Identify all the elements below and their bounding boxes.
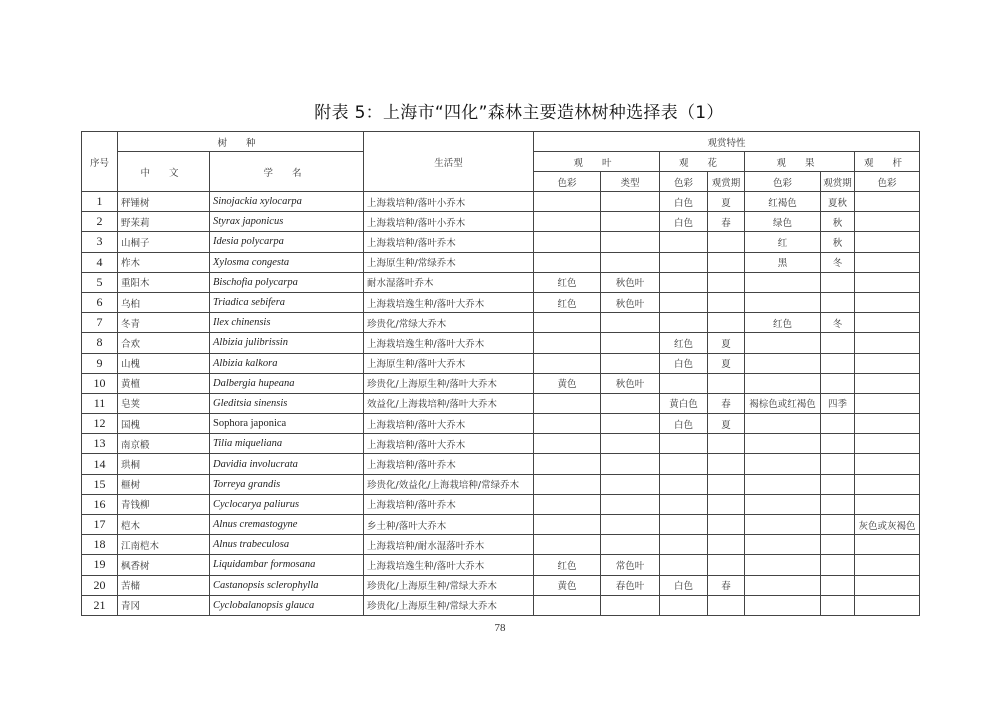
cell-row-number: 15 — [82, 474, 118, 494]
cell-life-form: 乡土种/落叶大乔木 — [364, 515, 534, 535]
cell-chinese-name: 野茉莉 — [118, 212, 210, 232]
table-row — [82, 192, 920, 212]
cell-scientific-name: Alnus trabeculosa — [210, 535, 364, 555]
cell-flower-period — [708, 232, 745, 252]
header-flower-color: 色彩 — [660, 172, 708, 192]
table-row — [82, 333, 920, 353]
cell-stem-color — [855, 434, 920, 454]
cell-leaf-color — [534, 393, 601, 413]
cell-chinese-name: 桤木 — [118, 515, 210, 535]
cell-fruit-period — [821, 515, 855, 535]
table-row — [82, 575, 920, 595]
cell-leaf-color — [534, 515, 601, 535]
cell-stem-color — [855, 333, 920, 353]
cell-row-number: 10 — [82, 373, 118, 393]
cell-flower-period — [708, 494, 745, 514]
cell-life-form: 珍贵化/上海原生种/落叶大乔木 — [364, 373, 534, 393]
table-row — [82, 535, 920, 555]
cell-leaf-color — [534, 353, 601, 373]
cell-scientific-name: Davidia involucrata — [210, 454, 364, 474]
cell-row-number: 7 — [82, 313, 118, 333]
cell-leaf-type — [601, 313, 660, 333]
cell-flower-period: 夏 — [708, 333, 745, 353]
cell-row-number: 6 — [82, 292, 118, 312]
table-row — [82, 595, 920, 615]
cell-leaf-type: 常色叶 — [601, 555, 660, 575]
cell-fruit-period — [821, 434, 855, 454]
cell-flower-color — [660, 232, 708, 252]
cell-row-number: 3 — [82, 232, 118, 252]
cell-flower-color — [660, 454, 708, 474]
cell-stem-color — [855, 373, 920, 393]
cell-flower-period — [708, 454, 745, 474]
cell-stem-color — [855, 414, 920, 434]
cell-flower-color: 白色 — [660, 212, 708, 232]
cell-leaf-color — [534, 252, 601, 272]
cell-fruit-color — [745, 575, 821, 595]
cell-scientific-name: Sinojackia xylocarpa — [210, 192, 364, 212]
cell-flower-color: 黄白色 — [660, 393, 708, 413]
cell-stem-color — [855, 353, 920, 373]
cell-fruit-color — [745, 454, 821, 474]
cell-scientific-name: Bischofia polycarpa — [210, 272, 364, 292]
cell-fruit-color: 红褐色 — [745, 192, 821, 212]
cell-chinese-name: 榧树 — [118, 474, 210, 494]
cell-fruit-color — [745, 414, 821, 434]
cell-row-number: 5 — [82, 272, 118, 292]
table-row — [82, 313, 920, 333]
table-row — [82, 393, 920, 413]
cell-leaf-color — [534, 232, 601, 252]
cell-row-number: 13 — [82, 434, 118, 454]
header-stem-color: 色彩 — [855, 172, 920, 192]
cell-chinese-name: 南京椴 — [118, 434, 210, 454]
cell-flower-color: 白色 — [660, 414, 708, 434]
cell-fruit-period: 四季 — [821, 393, 855, 413]
cell-leaf-type — [601, 252, 660, 272]
cell-leaf-color — [534, 494, 601, 514]
cell-fruit-color — [745, 535, 821, 555]
cell-fruit-color — [745, 595, 821, 615]
cell-leaf-color — [534, 212, 601, 232]
cell-leaf-type: 秋色叶 — [601, 292, 660, 312]
cell-flower-color: 白色 — [660, 575, 708, 595]
cell-fruit-color — [745, 434, 821, 454]
cell-fruit-period — [821, 555, 855, 575]
cell-flower-period — [708, 555, 745, 575]
cell-flower-color — [660, 434, 708, 454]
table-row — [82, 373, 920, 393]
cell-leaf-color — [534, 535, 601, 555]
cell-fruit-color: 红色 — [745, 313, 821, 333]
cell-stem-color — [855, 575, 920, 595]
table-row — [82, 434, 920, 454]
table-row — [82, 272, 920, 292]
cell-leaf-type — [601, 595, 660, 615]
cell-fruit-period — [821, 414, 855, 434]
cell-chinese-name: 江南桤木 — [118, 535, 210, 555]
cell-flower-period: 春 — [708, 575, 745, 595]
cell-fruit-color — [745, 272, 821, 292]
cell-flower-color — [660, 595, 708, 615]
header-life-form: 生活型 — [364, 132, 534, 192]
cell-flower-color — [660, 515, 708, 535]
cell-fruit-color: 褐棕色或红褐色 — [745, 393, 821, 413]
cell-flower-period — [708, 313, 745, 333]
cell-flower-color — [660, 555, 708, 575]
table-row — [82, 474, 920, 494]
cell-life-form: 上海栽培种/落叶乔木 — [364, 232, 534, 252]
cell-scientific-name: Albizia kalkora — [210, 353, 364, 373]
header-fruit: 观 果 — [745, 152, 855, 172]
cell-scientific-name: Cyclobalanopsis glauca — [210, 595, 364, 615]
cell-stem-color — [855, 454, 920, 474]
cell-row-number: 20 — [82, 575, 118, 595]
cell-leaf-type — [601, 232, 660, 252]
cell-chinese-name: 枫香树 — [118, 555, 210, 575]
cell-leaf-type — [601, 515, 660, 535]
header-fruit-color: 色彩 — [745, 172, 821, 192]
cell-scientific-name: Sophora japonica — [210, 414, 364, 434]
cell-flower-color — [660, 313, 708, 333]
cell-fruit-period: 冬 — [821, 313, 855, 333]
cell-flower-color — [660, 272, 708, 292]
cell-chinese-name: 苦槠 — [118, 575, 210, 595]
cell-fruit-period — [821, 272, 855, 292]
cell-row-number: 12 — [82, 414, 118, 434]
cell-scientific-name: Albizia julibrissin — [210, 333, 364, 353]
cell-flower-period — [708, 515, 745, 535]
cell-leaf-color — [534, 454, 601, 474]
cell-fruit-period — [821, 575, 855, 595]
cell-leaf-color: 红色 — [534, 272, 601, 292]
cell-stem-color — [855, 232, 920, 252]
cell-flower-period — [708, 292, 745, 312]
header-flower: 观 花 — [660, 152, 745, 172]
cell-row-number: 11 — [82, 393, 118, 413]
cell-leaf-color: 黄色 — [534, 575, 601, 595]
cell-flower-color — [660, 373, 708, 393]
cell-leaf-color: 红色 — [534, 555, 601, 575]
cell-fruit-period — [821, 535, 855, 555]
cell-stem-color — [855, 474, 920, 494]
cell-chinese-name: 青钱柳 — [118, 494, 210, 514]
table-row — [82, 414, 920, 434]
cell-life-form: 上海栽培逸生种/落叶大乔木 — [364, 555, 534, 575]
header-species: 树 种 — [118, 132, 364, 152]
cell-stem-color — [855, 494, 920, 514]
cell-life-form: 上海栽培逸生种/落叶大乔木 — [364, 333, 534, 353]
cell-leaf-type — [601, 494, 660, 514]
cell-stem-color — [855, 192, 920, 212]
cell-life-form: 耐水湿落叶乔木 — [364, 272, 534, 292]
cell-chinese-name: 黄檀 — [118, 373, 210, 393]
cell-row-number: 21 — [82, 595, 118, 615]
cell-leaf-type — [601, 535, 660, 555]
cell-leaf-type — [601, 393, 660, 413]
cell-flower-period: 夏 — [708, 414, 745, 434]
cell-flower-period: 夏 — [708, 192, 745, 212]
cell-flower-color: 红色 — [660, 333, 708, 353]
cell-fruit-period: 秋 — [821, 232, 855, 252]
cell-scientific-name: Xylosma congesta — [210, 252, 364, 272]
cell-leaf-type: 春色叶 — [601, 575, 660, 595]
cell-stem-color — [855, 313, 920, 333]
cell-life-form: 效益化/上海栽培种/落叶大乔木 — [364, 393, 534, 413]
cell-scientific-name: Cyclocarya paliurus — [210, 494, 364, 514]
cell-scientific-name: Torreya grandis — [210, 474, 364, 494]
cell-leaf-type — [601, 212, 660, 232]
cell-life-form: 上海栽培种/落叶小乔木 — [364, 212, 534, 232]
cell-scientific-name: Ilex chinensis — [210, 313, 364, 333]
cell-fruit-color — [745, 515, 821, 535]
table-row — [82, 292, 920, 312]
cell-flower-period — [708, 535, 745, 555]
cell-row-number: 8 — [82, 333, 118, 353]
cell-life-form: 珍贵化/上海原生种/常绿大乔木 — [364, 575, 534, 595]
cell-life-form: 上海栽培逸生种/落叶大乔木 — [364, 292, 534, 312]
cell-fruit-period — [821, 454, 855, 474]
header-leaf-color: 色彩 — [534, 172, 601, 192]
cell-leaf-type — [601, 353, 660, 373]
cell-stem-color: 灰色或灰褐色 — [855, 515, 920, 535]
cell-life-form: 上海栽培种/耐水湿落叶乔木 — [364, 535, 534, 555]
cell-chinese-name: 山槐 — [118, 353, 210, 373]
header-chinese-name: 中 文 — [118, 152, 210, 192]
cell-row-number: 1 — [82, 192, 118, 212]
cell-fruit-color — [745, 555, 821, 575]
cell-life-form: 上海栽培种/落叶乔木 — [364, 454, 534, 474]
cell-leaf-color — [534, 474, 601, 494]
cell-flower-period: 夏 — [708, 353, 745, 373]
header-scientific-name: 学 名 — [210, 152, 364, 192]
cell-fruit-color: 红 — [745, 232, 821, 252]
header-ornamental: 观赏特性 — [534, 132, 920, 152]
cell-flower-color — [660, 474, 708, 494]
cell-chinese-name: 青冈 — [118, 595, 210, 615]
cell-leaf-type: 秋色叶 — [601, 272, 660, 292]
header-fruit-period: 观赏期 — [821, 172, 855, 192]
cell-row-number: 14 — [82, 454, 118, 474]
cell-row-number: 9 — [82, 353, 118, 373]
header-stem: 观 杆 — [855, 152, 920, 172]
cell-leaf-type — [601, 454, 660, 474]
cell-row-number: 17 — [82, 515, 118, 535]
cell-leaf-color — [534, 595, 601, 615]
cell-row-number: 4 — [82, 252, 118, 272]
cell-stem-color — [855, 393, 920, 413]
document-title: 附表 5：上海市“四化”森林主要造林树种选择表（1） — [314, 103, 724, 123]
header-leaf-type: 类型 — [601, 172, 660, 192]
cell-chinese-name: 山桐子 — [118, 232, 210, 252]
cell-fruit-period: 秋 — [821, 212, 855, 232]
cell-life-form: 上海栽培种/落叶乔木 — [364, 494, 534, 514]
cell-life-form: 珍贵化/常绿大乔木 — [364, 313, 534, 333]
cell-fruit-color: 绿色 — [745, 212, 821, 232]
cell-flower-period — [708, 373, 745, 393]
cell-fruit-period — [821, 373, 855, 393]
cell-life-form: 上海栽培种/落叶小乔木 — [364, 192, 534, 212]
cell-chinese-name: 冬青 — [118, 313, 210, 333]
cell-stem-color — [855, 595, 920, 615]
cell-fruit-period: 冬 — [821, 252, 855, 272]
cell-flower-color: 白色 — [660, 192, 708, 212]
cell-scientific-name: Gleditsia sinensis — [210, 393, 364, 413]
cell-scientific-name: Alnus cremastogyne — [210, 515, 364, 535]
cell-flower-color — [660, 535, 708, 555]
table-row — [82, 232, 920, 252]
cell-scientific-name: Styrax japonicus — [210, 212, 364, 232]
cell-leaf-color: 黄色 — [534, 373, 601, 393]
cell-scientific-name: Idesia polycarpa — [210, 232, 364, 252]
header-seq: 序号 — [82, 132, 118, 192]
cell-flower-color — [660, 494, 708, 514]
cell-flower-color: 白色 — [660, 353, 708, 373]
cell-fruit-color — [745, 292, 821, 312]
cell-flower-period — [708, 272, 745, 292]
cell-flower-color — [660, 252, 708, 272]
cell-leaf-type — [601, 192, 660, 212]
cell-flower-period: 春 — [708, 212, 745, 232]
cell-stem-color — [855, 535, 920, 555]
cell-row-number: 16 — [82, 494, 118, 514]
cell-leaf-type — [601, 414, 660, 434]
cell-stem-color — [855, 272, 920, 292]
cell-flower-period — [708, 474, 745, 494]
cell-chinese-name: 乌桕 — [118, 292, 210, 312]
cell-fruit-period — [821, 292, 855, 312]
cell-row-number: 19 — [82, 555, 118, 575]
cell-fruit-color — [745, 333, 821, 353]
cell-life-form: 上海原生种/落叶大乔木 — [364, 353, 534, 373]
cell-life-form: 珍贵化/效益化/上海栽培种/常绿乔木 — [364, 474, 534, 494]
cell-fruit-period — [821, 353, 855, 373]
cell-chinese-name: 皂荚 — [118, 393, 210, 413]
cell-row-number: 18 — [82, 535, 118, 555]
cell-fruit-period — [821, 494, 855, 514]
cell-fruit-color — [745, 353, 821, 373]
cell-life-form: 珍贵化/上海原生种/常绿大乔木 — [364, 595, 534, 615]
cell-stem-color — [855, 555, 920, 575]
cell-leaf-color: 红色 — [534, 292, 601, 312]
cell-fruit-period — [821, 474, 855, 494]
header-leaf: 观 叶 — [534, 152, 660, 172]
cell-chinese-name: 秤锤树 — [118, 192, 210, 212]
cell-flower-period — [708, 434, 745, 454]
cell-stem-color — [855, 212, 920, 232]
cell-leaf-color — [534, 414, 601, 434]
cell-fruit-color — [745, 494, 821, 514]
cell-fruit-color — [745, 373, 821, 393]
table-row — [82, 353, 920, 373]
cell-stem-color — [855, 292, 920, 312]
table-row — [82, 494, 920, 514]
cell-fruit-period — [821, 333, 855, 353]
cell-fruit-color — [745, 474, 821, 494]
cell-fruit-color: 黑 — [745, 252, 821, 272]
cell-chinese-name: 重阳木 — [118, 272, 210, 292]
cell-flower-period: 春 — [708, 393, 745, 413]
cell-leaf-type: 秋色叶 — [601, 373, 660, 393]
cell-chinese-name: 合欢 — [118, 333, 210, 353]
cell-leaf-color — [534, 434, 601, 454]
table-row — [82, 555, 920, 575]
cell-chinese-name: 珙桐 — [118, 454, 210, 474]
header-flower-period: 观赏期 — [708, 172, 745, 192]
cell-scientific-name: Dalbergia hupeana — [210, 373, 364, 393]
cell-life-form: 上海原生种/常绿乔木 — [364, 252, 534, 272]
cell-scientific-name: Triadica sebifera — [210, 292, 364, 312]
cell-scientific-name: Castanopsis sclerophylla — [210, 575, 364, 595]
cell-life-form: 上海栽培种/落叶大乔木 — [364, 414, 534, 434]
cell-fruit-period — [821, 595, 855, 615]
table-row — [82, 515, 920, 535]
cell-scientific-name: Tilia miqueliana — [210, 434, 364, 454]
cell-leaf-type — [601, 474, 660, 494]
page-number: 78 — [494, 622, 506, 634]
cell-leaf-color — [534, 333, 601, 353]
cell-flower-period — [708, 595, 745, 615]
cell-chinese-name: 国槐 — [118, 414, 210, 434]
table-row — [82, 252, 920, 272]
cell-flower-color — [660, 292, 708, 312]
cell-row-number: 2 — [82, 212, 118, 232]
cell-stem-color — [855, 252, 920, 272]
cell-leaf-color — [534, 313, 601, 333]
cell-chinese-name: 柞木 — [118, 252, 210, 272]
table-row — [82, 454, 920, 474]
cell-fruit-period: 夏秋 — [821, 192, 855, 212]
cell-leaf-type — [601, 333, 660, 353]
cell-leaf-type — [601, 434, 660, 454]
cell-life-form: 上海栽培种/落叶大乔木 — [364, 434, 534, 454]
cell-leaf-color — [534, 192, 601, 212]
tree-species-table — [81, 131, 920, 616]
cell-scientific-name: Liquidambar formosana — [210, 555, 364, 575]
cell-flower-period — [708, 252, 745, 272]
table-row — [82, 212, 920, 232]
